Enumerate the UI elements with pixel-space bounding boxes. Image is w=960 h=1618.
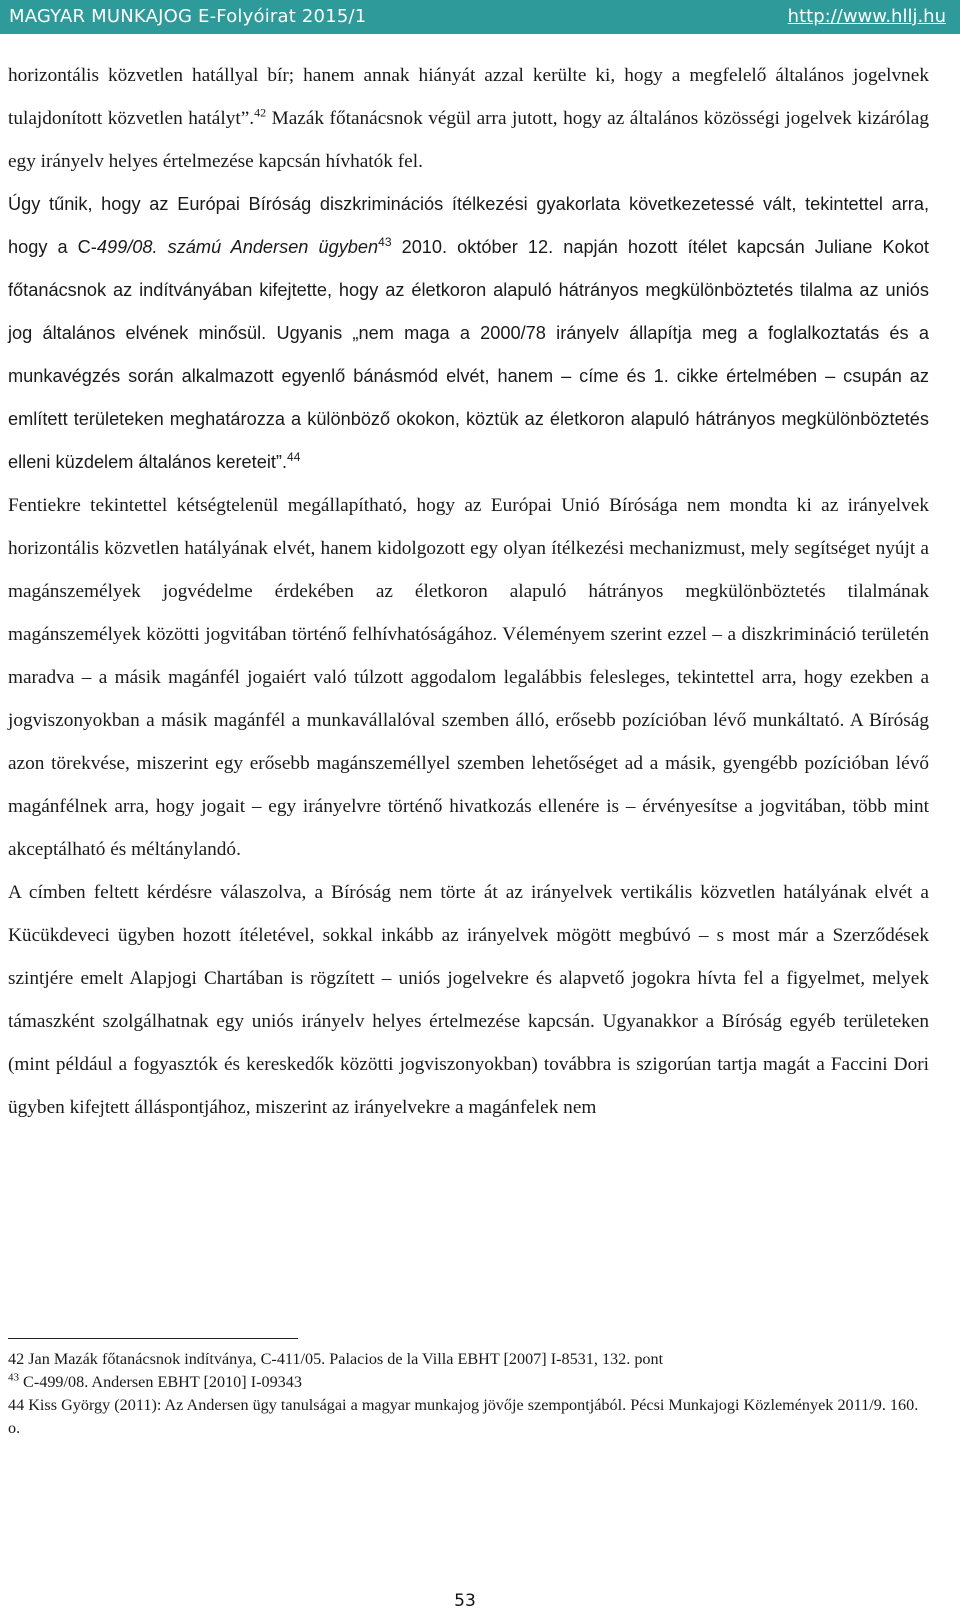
paragraph-andersen-case xyxy=(8,183,929,484)
footnote-number: 42 xyxy=(8,1350,25,1368)
footnote-44 xyxy=(8,1394,929,1440)
paragraph-text: Mazák főtanácsnok végül arra jutott, hogy az általános közösségi jogelvek kizárólag egy irányelv helyes értelmezése kapcsán hívhatók fel. xyxy=(8,108,929,172)
footnote-43 xyxy=(8,1371,929,1394)
footnote-text: C-499/08. Andersen EBHT [2010] I-09343 xyxy=(19,1373,302,1391)
footnote-text: Kiss György (2011): Az Andersen ügy tanulságai a magyar munkajog jövője szempontjából. Pécsi Munkajogi Közlemények 2011/9. 160. o. xyxy=(8,1396,919,1437)
footnote-ref-44[interactable]: 44 xyxy=(287,449,301,464)
case-reference: 499/08. számú Andersen ügyben xyxy=(96,237,379,257)
paragraph-text: 2010. október 12. napján hozott ítélet kapcsán Juliane Kokot főtanácsnok az indítványában kifejtette, hogy az életkoron alapuló hátrányos megkülönböztetés tilalma az uniós jog általános elvének minősül. Ugyanis „nem maga a 2000/78 irányelv állapítja meg a foglalkoztatás és a munkavégzés során alkalmazott egyenlő bánásmód elvét, hanem – címe és 1. cikke értelmében – csupán az említett területeken meghatározza a különböző okokon, köztük az életkoron alapuló hátrányos megkülönböztetés elleni küzdelem általános kereteit”. xyxy=(8,237,929,472)
footnote-42 xyxy=(8,1348,929,1371)
page-number: 53 xyxy=(454,1591,476,1611)
paragraph-text: Úgy tűnik, hogy az Európai Bíróság diszkriminációs ítélkezési gyakorlata következetessé vált, tekintettel arra, hogy a C- xyxy=(8,194,929,257)
footnote-text: Jan Mazák főtanácsnok indítványa, C-411/05. Palacios de la Villa EBHT [2007] I-8531, 132. pont xyxy=(24,1350,664,1368)
footnote-ref-43[interactable]: 43 xyxy=(378,234,392,249)
journal-title: MAGYAR MUNKAJOG E-Folyóirat 2015/1 xyxy=(9,6,367,27)
paragraph-text: horizontális közvetlen hatállyal bír; hanem annak hiányát azzal kerülte ki, hogy a megfelelő általános jogelvnek tulajdonított közvetlen hatályt”. xyxy=(8,65,929,129)
paragraph-conclusion-horizontal-effect: Fentiekre tekintettel kétségtelenül megállapítható, hogy az Európai Unió Bírósága nem mondta ki az irányelvek horizontális közvetlen hatályának elvét, hanem kidolgozott egy olyan ítélkezési mechanizmust, mely segítséget nyújt a magánszemélyek jogvédelme érdekében az életkoron alapuló hátrányos megkülönböztetés tilalmának magánszemélyek közötti jogvitában történő felhívhatóságához. Véleményem szerint ezzel – a diszkrimináció területén maradva – a másik magánfél jogaiért való túlzott aggodalom legalábbis felesleges, tekintettel arra, hogy ezekben a jogviszonyokban a másik magánfél a munkavállalóval szemben álló, erősebb pozícióban lévő munkáltató. A Bíróság azon törekvése, miszerint egy erősebb magánszeméllyel szemben lehetőséget ad a másik, gyengébb pozícióban lévő magánfélnek arra, hogy jogait – egy irányelvre történő hivatkozás ellenére is – érvényesítse a jogvitában, több mint akceptálható és méltánylandó. xyxy=(8,495,929,860)
journal-url-link[interactable]: http://www.hllj.hu xyxy=(787,6,946,27)
footnote-divider xyxy=(8,1338,298,1339)
paragraph-answer-title-question: A címben feltett kérdésre válaszolva, a Bíróság nem törte át az irányelvek vertikális közvetlen hatályának elvét a Kücükdeveci ügyben hozott ítéletével, sokkal inkább az irányelvek mögött megbúvó – s most már a Szerződések szintjére emelt Alapjogi Chartában is rögzített – uniós jogelvekre és alapvető jogokra hívta fel a figyelmet, melyek támaszként szolgálhatnak egy uniós irányelv helyes értelmezése kapcsán. Ugyanakkor a Bíróság egyéb területeken (mint például a fogyasztók és kereskedők közötti jogviszonyokban) továbbra is szigorúan tartja magát a Faccini Dori ügyben kifejtett álláspontjához, miszerint az irányelvekre a magánfelek nem xyxy=(8,882,929,1118)
footnote-ref-42[interactable]: 42 xyxy=(254,105,267,120)
paragraph-mazak-conclusion xyxy=(8,54,929,183)
footnotes-section xyxy=(8,1348,929,1440)
footnote-number: 44 xyxy=(8,1396,25,1414)
footnote-number: 43 xyxy=(8,1371,19,1384)
article-body xyxy=(8,54,929,1129)
journal-header xyxy=(0,0,960,34)
